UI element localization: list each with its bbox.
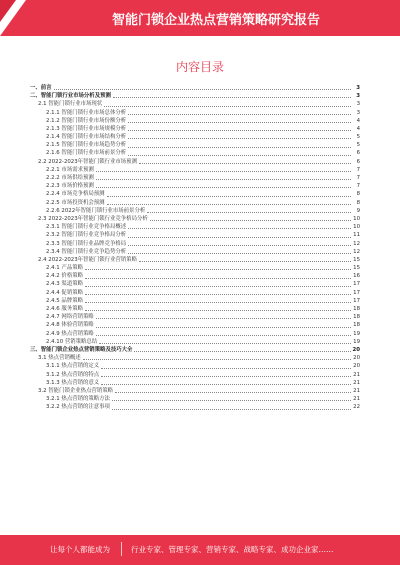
toc-leader-dots (85, 278, 351, 279)
footer-slogan-left: 让每个人都能成为 (50, 545, 110, 554)
toc-entry[interactable] (30, 199, 360, 207)
toc-entry-page: 18 (353, 314, 360, 321)
toc-leader-dots (128, 147, 351, 148)
toc-entry-label: 2.4.7 网络营销策略 (46, 314, 94, 321)
toc-entry[interactable] (30, 231, 360, 239)
toc-entry-page: 7 (356, 183, 360, 190)
toc-entry-page: 4 (356, 125, 360, 132)
toc-entry-label: 2.4.6 服务策略 (46, 306, 83, 313)
toc-entry-page: 12 (353, 248, 360, 255)
toc-entry-page: 21 (353, 396, 360, 403)
toc-leader-dots (96, 187, 351, 188)
toc-leader-dots (85, 310, 351, 311)
toc-entry-page: 19 (353, 338, 360, 345)
toc-entry-label: 2.4.10 营销策略总结 (46, 338, 98, 345)
toc-entry-label: 2.3.1 智能门锁行业竞争格局概述 (46, 224, 127, 231)
toc-entry-page: 7 (356, 166, 360, 173)
report-title: 智能门锁企业热点营销策略研究报告 (111, 13, 320, 28)
toc-entry[interactable] (30, 100, 360, 108)
toc-leader-dots (96, 318, 351, 319)
toc-entry-page: 8 (356, 191, 360, 198)
toc-entry-page: 15 (353, 256, 360, 263)
toc-entry[interactable] (30, 281, 360, 289)
toc-entry-page: 3 (356, 93, 360, 100)
toc-entry[interactable] (30, 305, 360, 313)
toc-entry[interactable] (30, 150, 360, 158)
toc-entry-label: 2.3.2 智能门锁行业竞争格局分析 (46, 232, 127, 239)
toc-leader-dots (96, 171, 351, 172)
toc-entry-label: 2.4.9 热点营销策略 (46, 330, 94, 337)
toc-entry-label: 2.4.3 渠道策略 (46, 281, 83, 288)
toc-entry-label: 一、前言 (30, 84, 52, 91)
toc-entry[interactable] (30, 379, 360, 387)
toc-leader-dots (128, 138, 351, 139)
header-corner-triangle (0, 0, 16, 22)
toc-entry-page: 10 (353, 215, 360, 222)
toc-leader-dots (128, 237, 351, 238)
toc-entry-page: 22 (353, 404, 360, 411)
toc-entry[interactable] (30, 346, 360, 354)
toc-entry-page: 7 (356, 175, 360, 182)
toc-entry-page: 9 (356, 207, 360, 214)
toc-entry-page: 21 (353, 379, 360, 386)
toc-leader-dots (101, 368, 351, 369)
toc-entry[interactable] (30, 248, 360, 256)
toc-entry[interactable] (30, 84, 360, 92)
toc-leader-dots (128, 155, 351, 156)
toc-entry-label: 2.4.1 产品策略 (46, 265, 83, 272)
toc-entry[interactable] (30, 338, 360, 346)
toc-entry[interactable] (30, 92, 360, 100)
toc-entry[interactable] (30, 117, 360, 125)
toc-entry-label: 2.1.3 智能门锁行业市场规模分析 (46, 125, 127, 132)
toc-leader-dots (104, 106, 351, 107)
toc-leader-dots (134, 351, 351, 352)
toc-entry[interactable] (30, 289, 360, 297)
toc-leader-dots (139, 163, 351, 164)
toc-leader-dots (107, 204, 351, 205)
toc-entry-label: 2.2.2 市场供给预测 (46, 175, 94, 182)
toc-entry-label: 3.2.1 热点营销的策略方法 (46, 396, 110, 403)
toc-entry-label: 2.4.8 体验营销策略 (46, 322, 94, 329)
toc-entry-label: 3.2 智能门锁企业热点营销策略 (38, 387, 113, 394)
toc-entry-label: 3.1.2 热点营销的特点 (46, 371, 100, 378)
toc-leader-dots (128, 253, 351, 254)
toc-entry[interactable] (30, 207, 360, 215)
table-of-contents (30, 84, 360, 412)
toc-entry[interactable] (30, 387, 360, 395)
toc-entry-label: 2.2.1 市场需求预测 (46, 166, 94, 173)
toc-entry-page: 21 (353, 387, 360, 394)
toc-entry-page: 20 (353, 355, 360, 362)
toc-leader-dots (85, 269, 351, 270)
toc-leader-dots (128, 122, 351, 123)
toc-heading: 内容目录 (175, 60, 224, 74)
toc-entry[interactable] (30, 264, 360, 272)
toc-leader-dots (99, 343, 351, 344)
toc-entry-page: 16 (353, 273, 360, 280)
toc-entry[interactable] (30, 182, 360, 190)
toc-entry-page: 17 (353, 297, 360, 304)
toc-leader-dots (128, 130, 351, 131)
toc-entry-label: 2.3.3 智能门锁行业品牌竞争格局 (46, 240, 127, 247)
toc-entry-label: 2.2 2022-2023年智能门锁行业市场预测 (38, 158, 137, 165)
footer-bar (0, 535, 400, 565)
toc-entry[interactable] (30, 133, 360, 141)
toc-entry[interactable] (30, 272, 360, 280)
toc-entry-page: 20 (353, 363, 360, 370)
toc-entry[interactable] (30, 215, 360, 223)
toc-entry-page: 21 (353, 371, 360, 378)
toc-leader-dots (96, 179, 351, 180)
toc-leader-dots (83, 359, 351, 360)
toc-entry-label: 2.1.6 智能门锁行业市场前景分析 (46, 150, 127, 157)
toc-entry[interactable] (30, 141, 360, 149)
toc-entry[interactable] (30, 313, 360, 321)
toc-entry-page: 18 (353, 322, 360, 329)
toc-entry-page: 17 (353, 281, 360, 288)
toc-entry-label: 2.3 2022-2023年智能门锁行业竞争格局分析 (38, 215, 148, 222)
toc-entry-label: 3.2.2 热点营销的注意事项 (46, 404, 110, 411)
toc-entry[interactable] (30, 240, 360, 248)
toc-entry[interactable] (30, 158, 360, 166)
toc-entry[interactable] (30, 109, 360, 117)
toc-leader-dots (128, 228, 351, 229)
toc-entry-label: 2.2.5 市场投资机会预测 (46, 199, 105, 206)
toc-entry-label: 二、智能门锁行业市场分析及预测 (30, 93, 111, 100)
toc-entry-page: 19 (353, 330, 360, 337)
toc-entry-label: 2.1.5 智能门锁行业市场趋势分析 (46, 142, 127, 149)
toc-entry-page: 4 (356, 117, 360, 124)
toc-entry-page: 3 (356, 84, 360, 91)
toc-entry-label: 3.1.3 热点营销的意义 (46, 379, 100, 386)
toc-entry-label: 2.4.2 价格策略 (46, 273, 83, 280)
toc-leader-dots (85, 302, 351, 303)
toc-entry-label: 2.2.4 市场竞争格局预测 (46, 191, 105, 198)
toc-entry-label: 2.1 智能门锁行业市场现状 (38, 101, 103, 108)
toc-entry-label: 2.4.4 促销策略 (46, 289, 83, 296)
toc-leader-dots (115, 392, 351, 393)
toc-entry-page: 18 (353, 306, 360, 313)
toc-entry[interactable] (30, 256, 360, 264)
toc-leader-dots (54, 89, 351, 90)
toc-entry-page: 20 (352, 346, 360, 353)
toc-entry[interactable] (30, 395, 360, 403)
toc-entry-page: 6 (356, 158, 360, 165)
toc-entry[interactable] (30, 223, 360, 231)
toc-entry[interactable] (30, 354, 360, 362)
toc-entry-label: 2.2.3 市场价格预测 (46, 183, 94, 190)
toc-entry[interactable] (30, 330, 360, 338)
toc-leader-dots (128, 114, 351, 115)
toc-entry-label: 3.1 热点营销概述 (38, 355, 81, 362)
toc-entry-page: 12 (353, 240, 360, 247)
toc-entry[interactable] (30, 174, 360, 182)
toc-entry[interactable] (30, 362, 360, 370)
toc-entry[interactable] (30, 190, 360, 198)
toc-entry-page: 3 (356, 109, 360, 116)
toc-entry-label: 2.1.2 智能门锁行业市场份额分析 (46, 117, 127, 124)
toc-leader-dots (112, 400, 351, 401)
toc-entry-page: 8 (356, 199, 360, 206)
footer-divider (121, 542, 122, 556)
toc-entry-label: 三、智能门锁企业热点营销策略及技巧大全 (30, 346, 133, 353)
toc-entry-label: 2.4 2022-2023年智能门锁行业营销策略 (38, 256, 137, 263)
toc-leader-dots (96, 327, 351, 328)
toc-entry[interactable] (30, 125, 360, 133)
toc-leader-dots (139, 261, 351, 262)
report-header-bar (0, 0, 400, 36)
toc-entry-label: 2.3.4 智能门锁行业竞争趋势分析 (46, 248, 127, 255)
toc-leader-dots (147, 212, 351, 213)
toc-entry-label: 2.2.6 2022年智能门锁行业市场前景分析 (46, 207, 146, 214)
toc-entry-page: 6 (356, 150, 360, 157)
toc-entry-page: 15 (353, 265, 360, 272)
toc-entry-label: 3.1.1 热点营销的定义 (46, 363, 100, 370)
toc-leader-dots (85, 286, 351, 287)
toc-entry-label: 2.1.4 智能门锁行业市场结构分析 (46, 134, 127, 141)
toc-entry[interactable] (30, 297, 360, 305)
toc-leader-dots (101, 376, 351, 377)
toc-entry-page: 3 (356, 101, 360, 108)
toc-entry[interactable] (30, 321, 360, 329)
toc-entry[interactable] (30, 166, 360, 174)
toc-entry[interactable] (30, 371, 360, 379)
toc-entry-page: 11 (353, 232, 360, 239)
toc-leader-dots (113, 97, 351, 98)
toc-entry[interactable] (30, 403, 360, 411)
toc-leader-dots (96, 335, 351, 336)
toc-leader-dots (112, 409, 351, 410)
toc-entry-label: 2.1.1 智能门锁行业市场总体分析 (46, 109, 127, 116)
toc-leader-dots (128, 245, 351, 246)
toc-leader-dots (107, 196, 351, 197)
toc-entry-page: 5 (356, 142, 360, 149)
toc-entry-page: 17 (353, 289, 360, 296)
toc-entry-page: 10 (353, 224, 360, 231)
footer-slogan-right: 行业专家、管理专家、营销专家、战略专家、成功企业家…… (131, 545, 334, 554)
toc-leader-dots (150, 220, 351, 221)
toc-entry-page: 5 (356, 134, 360, 141)
toc-leader-dots (85, 294, 351, 295)
toc-entry-label: 2.4.5 品牌策略 (46, 297, 83, 304)
toc-leader-dots (101, 384, 351, 385)
